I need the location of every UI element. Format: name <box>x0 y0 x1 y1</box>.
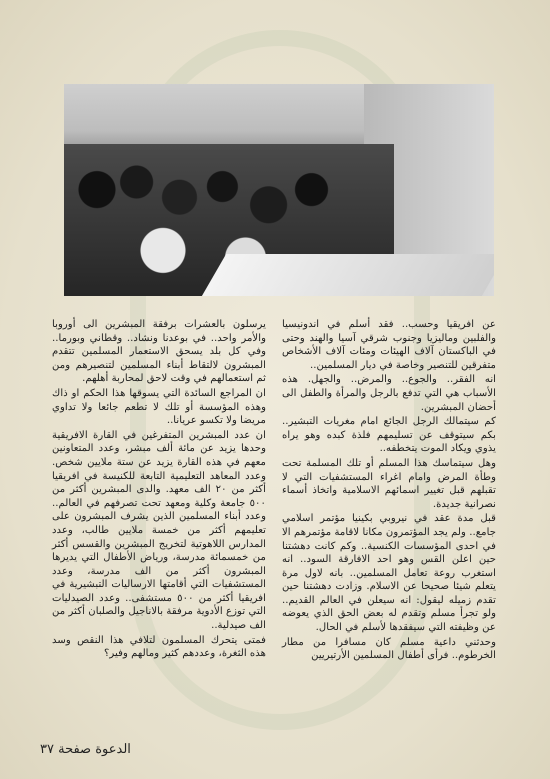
paragraph: قبل مدة عقد في نيروبي بكينيا مؤتمر اسلامي جامع.. ولم يجد المؤتمرون مكانا لاقامة مؤتمرهم الا في احدى المؤسسات الكنسية.. وكم كانت دهشتنا حين اعلن القس وهو احد الافارقة السود.. انه استغرب روعة تعامل المسلمين.. بانه لاول مرة يتعلم شيئا صحيحا عن الاسلام. وزادت دهشتنا حين تقدم زميله ليقول: انه سيعلن في العالم القديم.. ولو تجرأ مسلم وتقدم له بعض الحق الذي يعوضه عن وظيفته التي سيفقدها لأسلم في الحال. <box>282 513 496 634</box>
paragraph: ان عدد المبشرين المتفرغين في القارة الافريقية وحدها يزيد عن مائة ألف مبشر، وعدد المتعاونين معهم في هذه القارة يزيد عن ستة ملايين شخص. وعدد المعاهد التعليمية التابعة للكنيسة في افريقيا أكثر من ٢٠ الف معهد. والدى المبشرين أكثر من ٥٠٠ جامعة وكلية ومعهد تحت تصرفهم في العالم.. وعدد أبناء المسلمين الذين يشرف المبشرون على تعليمهم أكثر من خمسة ملايين طالب، وعدد المدارس اللاهوتية لتخريج المبشرين والقسس أكثر من خمسمائة مدرسة، ورياض الأطفال التي يديرها المبشرون أكثر من الف مدرسة، وعدد المستشفيات التي أقامتها الارساليات التبشيرية في افريقيا أكثر من ٥٠٠ مستشفى.. وعدد الصيدليات التي توزع الأدوية مرفقة بالاناجيل والصلبان أكثر من الف صيدلية.. <box>52 429 266 632</box>
article-column-left <box>52 318 266 662</box>
paragraph: فمتى يتحرك المسلمون لتلافي هذا النقص وسد هذه الثغرة، وعددهم كثير ومالهم وفير؟ <box>52 634 266 660</box>
paragraph: وهل سيتماسك هذا المسلم أو تلك المسلمة تحت وطأة المرض وامام اغراء المستشفيات التي لا تقبلهم قبل تغيير اسمائهم الاسلامية واتخاذ أسماء نصرانية جديدة. <box>282 457 496 510</box>
article-photo <box>64 84 494 296</box>
paragraph: عن افريقيا وحسب.. فقد أسلم في اندونيسيا والفلبين وماليزيا وجنوب شرقي آسيا والهند وحتى في الباكستان آلاف الهيئات ومئات آلاف الأشخاص متفرقين للتنصير وخاصة في ديار المسلمين.. <box>282 319 496 371</box>
article-column-right <box>282 318 496 664</box>
paragraph: وحدثني داعية مسلم كان مسافرا من مطار الخرطوم.. فرأى أطفال المسلمين الأرتيريين <box>282 636 496 662</box>
photo-mat <box>202 254 494 296</box>
page-footer: الدعوة صفحة ٣٧ <box>40 742 131 757</box>
paragraph: ان المراجع السائدة التي يسوقها هذا الحكم او ذاك وهذه المؤسسة أو تلك لا تطعم جائعا ولا تداوي مريضا ولا تكسو عريانا.. <box>52 387 266 427</box>
paragraph: يرسلون بالعشرات برفقة المبشرين الى أوروبا والأمر واحد.. في بوعدنا ونشاد.. وقطاني وبورما.. وفي كل بلد يسحق الاستعمار المسلمين تتقدم المبشرون لالتقاط أبناء المسلمين لتنصيرهم ومن ثم استعمالهم في وقت لاحق لمحاربة أهلهم. <box>52 319 266 385</box>
paragraph: كم سيتمالك الرجل الجائع امام مغريات التبشير.. بكم سيتوقف عن تسليمهم فلذة كبده وهو يراه يذوي ويكاد الموت يتخطفه.. <box>282 416 496 455</box>
paragraph: انه الفقر.. والجوع.. والمرض.. والجهل. هذه الأسباب هي التي تدفع بالرجل والمرأة والطفل الى أحضان المبشرين. <box>282 374 496 413</box>
